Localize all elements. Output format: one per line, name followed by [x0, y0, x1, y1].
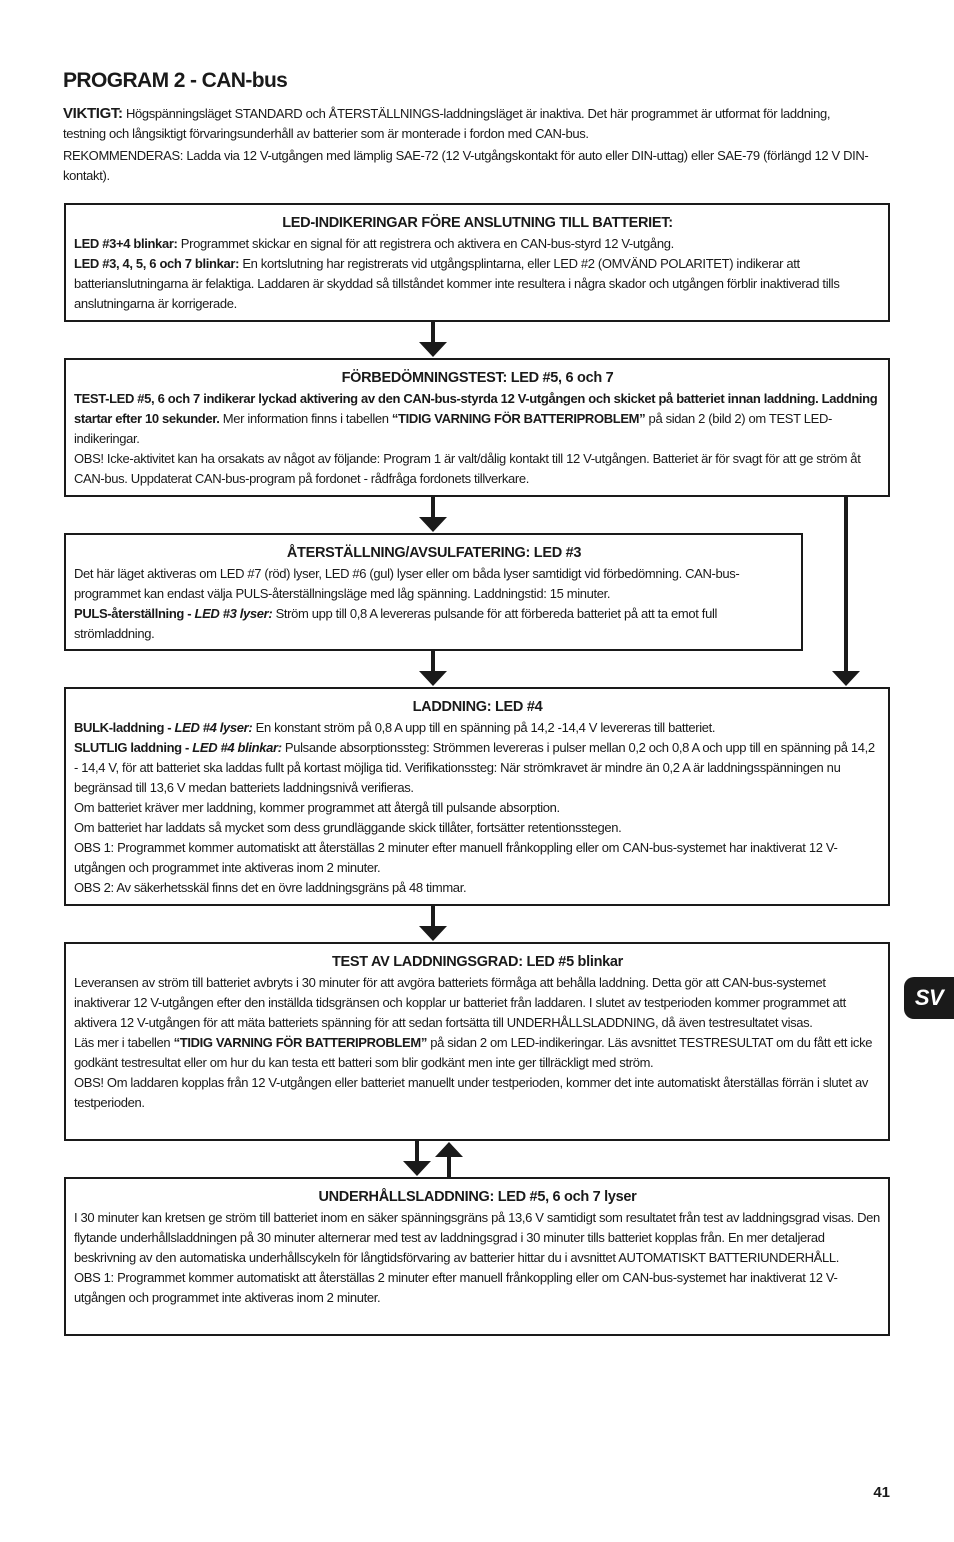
important-label: VIKTIGT: [63, 105, 123, 122]
led-status: LED #4 blinkar: [192, 740, 282, 755]
table-reference: “TIDIG VARNING FÖR BATTERIPROBLEM” [391, 411, 646, 426]
box-paragraph: Leveransen av ström till batteriet avbryts i 30 minuter för att avgöra batteriets förmåga att behålla laddning. Detta gör att CAN-bus-systemet inaktiverar 12 V-utgången efter den inställda tidsgränsen och kopplar ur batteriet från laddaren. I slutet av testperioden kommer programmet att aktivera 12 V-utgången för att mäta batteriets spänning för att sedan fortsätta till UNDERHÅLLSLADDNING, då även testresultatet visas. [74, 975, 846, 1030]
arrow-down-icon [403, 1141, 431, 1176]
arrow-up-icon [435, 1142, 463, 1177]
bold-label: BULK-laddning - [74, 720, 175, 735]
recommended-note: REKOMMENDERAS: Ladda via 12 V-utgången med lämplig SAE-72 (12 V-utgångskontakt för auto eller DIN-uttag) eller SAE-79 (förlängd 12 V DIN-kontakt). [63, 148, 869, 183]
box-heading: LADDNING: LED #4 [412, 699, 543, 715]
paragraph-text: på sidan 2 (bild 2) om TEST LED-indikeringar. [74, 411, 832, 446]
bold-label: SLUTLIG laddning - [74, 740, 193, 755]
arrow-down-icon [419, 906, 447, 941]
important-text: Högspänningsläget STANDARD och ÅTERSTÄLLNINGS-laddningsläget är inaktiva. Det här programmet är utformat för laddning, testning och långsiktigt förvaringsunderhåll av batterier som är monterade i fordon med CAN-bus. [63, 106, 831, 141]
paragraph-text: En kortslutning har registrerats vid utgångsplintarna, eller LED #2 (OMVÄND POLARITET) indikerar att batterianslutningarna är felaktiga. Laddaren är skyddad så tillståndet kommer inte resultera i några skador och utgången förblir inaktiverad tills anslutningarna är korrigerade. [74, 256, 840, 311]
led-status: LED #4 lyser: [174, 720, 253, 735]
paragraph-text: Läs mer i tabellen [74, 1035, 174, 1050]
box-paragraph: Om batteriet har laddats så mycket som dess grundläggande skick tillåter, fortsätter retentionsstegen. [74, 820, 622, 835]
language-tab: SV [904, 977, 954, 1019]
paragraph-text: Mer information finns i tabellen [219, 411, 392, 426]
box-heading: TEST AV LADDNINGSGRAD: LED #5 blinkar [331, 954, 623, 970]
paragraph-text: En konstant ström på 0,8 A upp till en spänning på 14,2 -14,4 V levereras till batteriet. [252, 720, 716, 735]
box-heading: ÅTERSTÄLLNING/AVSULFATERING: LED #3 [286, 545, 582, 561]
paragraph-text: Programmet skickar en signal för att registrera och aktivera en CAN-bus-styrd 12 V-utgång. [177, 236, 674, 251]
bold-label: LED #3+4 blinkar: [74, 236, 178, 251]
arrow-down-icon [419, 497, 447, 532]
paragraph-text: på sidan 2 om LED-indikeringar. Läs avsnittet TESTRESULTAT om du fått ett icke godkänt testresultat eller om hur du kan testa ett batteri som blir godkänt men inte ger tillräckligt med ström. [74, 1035, 873, 1070]
box-paragraph: OBS! Icke-aktivitet kan ha orsakats av något av följande: Program 1 är valt/dålig kontakt till 12 V-utgången. Batteriet är för svagt för att ge ström åt CAN-bus. Uppdaterat CAN-bus-program på fordonet - rådfråga fordonets tillverkare. [74, 451, 861, 486]
bold-text: TEST-LED #5, 6 och 7 indikerar lyckad aktivering av den CAN-bus-styrda 12 V-utgången och skicket på batteriet innan laddning. Laddning startar efter 10 sekunder. [74, 391, 878, 426]
bypass-arrow-down-icon [832, 497, 860, 686]
box-paragraph: OBS 2: Av säkerhetsskäl finns det en övre laddningsgräns på 48 timmar. [74, 880, 467, 895]
box-heading: UNDERHÅLLSLADDNING: LED #5, 6 och 7 lyser [318, 1189, 637, 1205]
arrow-down-icon [419, 651, 447, 686]
box-paragraph: OBS 1: Programmet kommer automatiskt att återställas 2 minuter efter manuell frånkoppling eller om CAN-bus-systemet har inaktiverat 12 V-utgången och programmet inte aktiveras inom 2 minuter. [74, 840, 838, 875]
page-title: PROGRAM 2 - CAN-bus [63, 69, 288, 92]
box-paragraph: I 30 minuter kan kretsen ge ström till batteriet inom en säker spänningsgräns på 13,6 V samtidigt som resultatet från test av laddningsgrad visas. Den flytande underhållsladdningen på 30 minuter alternerar med test av laddningsgrad i 30 minuter tills batteriet kopplas från. En mer detaljerad beskrivning av den automatiska underhållscykeln för långtidsförvaring av batterier hittar du i avsnittet AUTOMATISKT BATTERIUNDERHÅLL. [74, 1210, 880, 1265]
box-heading: LED-INDIKERINGAR FÖRE ANSLUTNING TILL BATTERIET: [282, 215, 673, 231]
paragraph-text: Pulsande absorptionssteg: Strömmen levereras i pulser mellan 0,2 och 0,8 A och upp till en spänning på 14,2 - 14,4 V, för att batteriet ska laddas fullt på kortast möjliga tid. Verifikationssteg: När strömkravet är mindre än 0,2 A är laddningsspänningen nu begränsad till 13,6 V medan batteriets laddningsnivå verifieras. [74, 740, 875, 795]
bold-label: PULS-återställning - [74, 606, 195, 621]
box-heading: FÖRBEDÖMNINGSTEST: LED #5, 6 och 7 [341, 370, 614, 386]
paragraph-text: Ström upp till 0,8 A levereras pulsande för att förbereda batteriet på att ta emot full strömladdning. [74, 606, 718, 641]
box-paragraph: OBS! Om laddaren kopplas från 12 V-utgången eller batteriet manuellt under testperioden, kommer det inte automatiskt återställas förrän i slutet av testperioden. [74, 1075, 869, 1110]
table-reference: “TIDIG VARNING FÖR BATTERIPROBLEM” [173, 1035, 427, 1050]
led-status: LED #3 lyser: [194, 606, 273, 621]
box-paragraph: Om batteriet kräver mer laddning, kommer programmet att återgå till pulsande absorption. [74, 800, 560, 815]
page-number: 41 [873, 1484, 890, 1501]
box-paragraph: Det här läget aktiveras om LED #7 (röd) lyser, LED #6 (gul) lyser eller om båda lyser samtidigt vid förbedömning. CAN-bus-programmet kan endast välja PULS-återställningsläge med låg spänning. Laddningstid: 15 minuter. [74, 566, 740, 601]
bold-label: LED #3, 4, 5, 6 och 7 blinkar: [74, 256, 240, 271]
box-paragraph: OBS 1: Programmet kommer automatiskt att återställas 2 minuter efter manuell frånkoppling eller om CAN-bus-systemet har inaktiverat 12 V-utgången och programmet inte aktiveras inom 2 minuter. [74, 1270, 838, 1305]
arrow-down-icon [419, 322, 447, 357]
